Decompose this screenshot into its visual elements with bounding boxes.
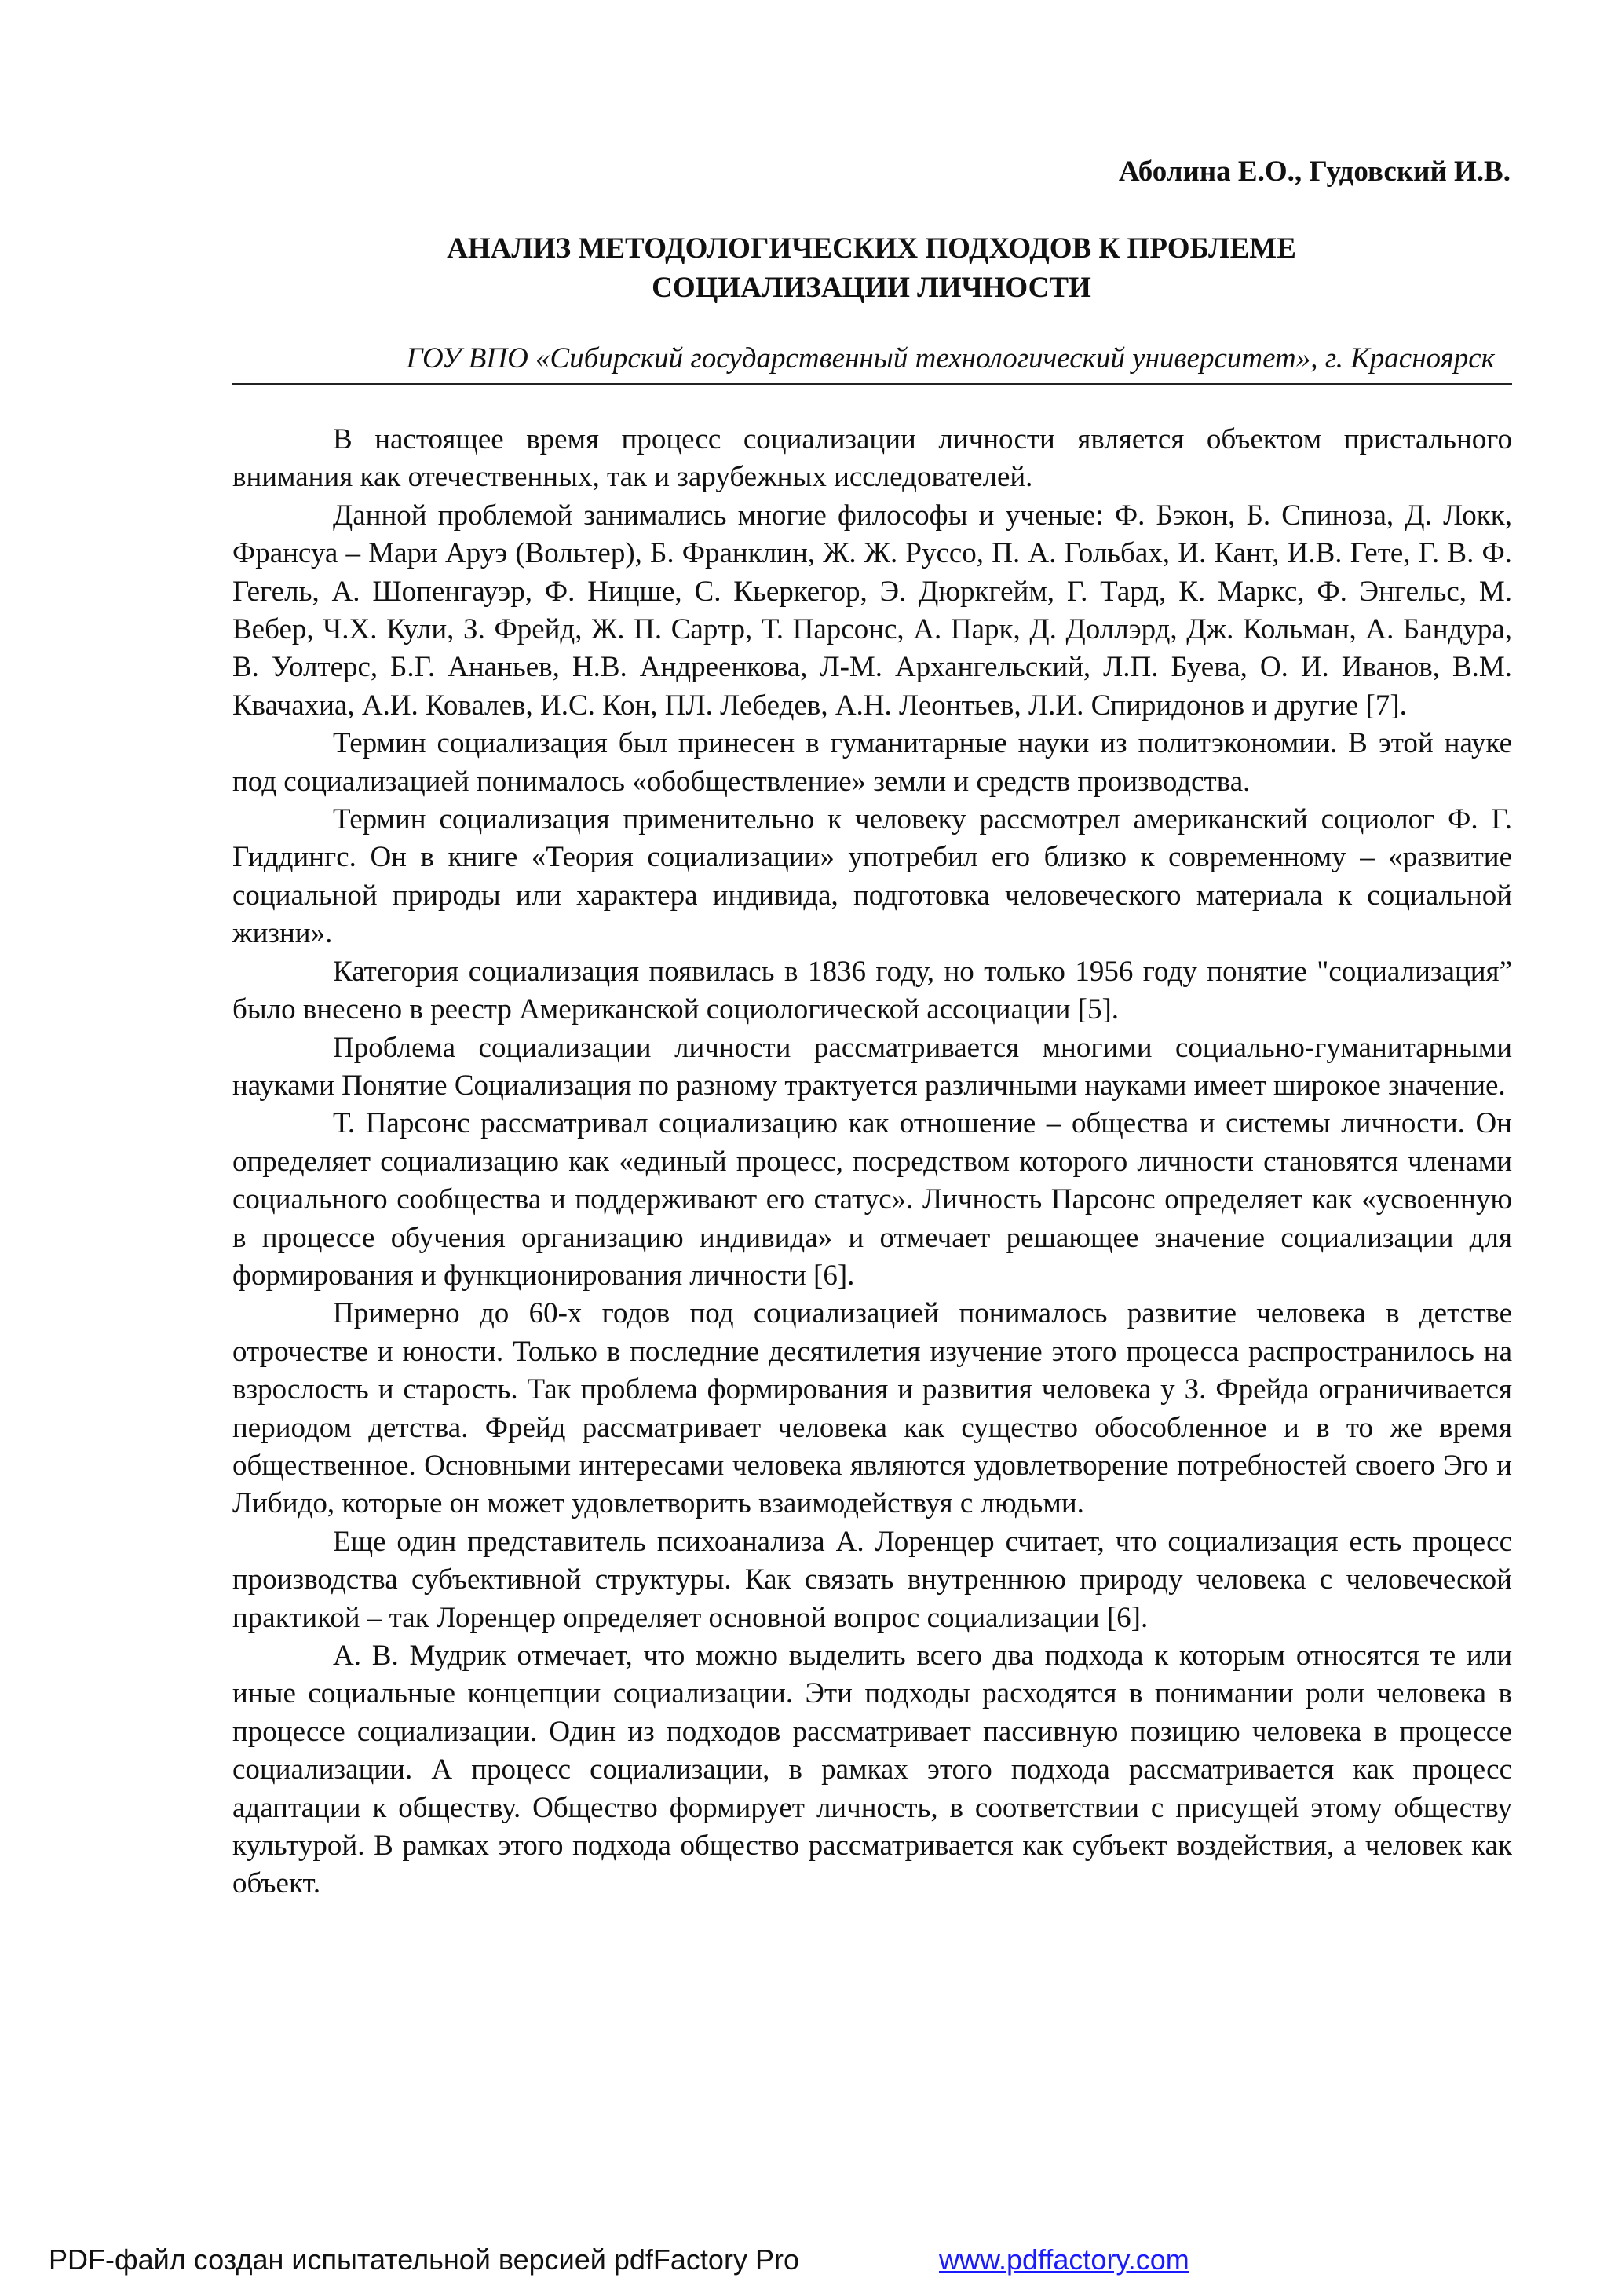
paragraph: Проблема социализации личности рассматривается многими социально-гуманитарными науками Понятие Социализация по разному трактуется различными науками имеет широкое значение. xyxy=(232,1031,1512,1102)
paragraph: Термин социализация применительно к человеку рассмотрел американский социолог Ф. Г. Гиддингс. Он в книге «Теория социализации» употребил его близко к современному – «развитие социальной природы или характера индивида, подготовка человеческого материала к социальной жизни». xyxy=(232,803,1512,950)
paragraph: Еще один представитель психоанализа А. Лоренцер считает, что социализация есть процесс производства субъективной структуры. Как связать внутреннюю природу человека с человеческой практикой – так Лоренцер определяет основной вопрос социализации [6]. xyxy=(232,1525,1512,1634)
paragraph: Термин социализация был принесен в гуманитарные науки из политэкономии. В этой науке под социализацией понималось «обобществление» земли и средств производства. xyxy=(232,727,1512,798)
title-line: СОЦИАЛИЗАЦИИ ЛИЧНОСТИ xyxy=(652,272,1091,304)
footer-link[interactable]: www.pdffactory.com xyxy=(939,2243,1189,2276)
paragraph: В настоящее время процесс социализации личности является объектом пристального внимания как отечественных, так и зарубежных исследователей. xyxy=(232,423,1512,494)
paragraph: Примерно до 60-х годов под социализацией понималось развитие человека в детстве отрочестве и юности. Только в последние десятилетия изучение этого процесса распространилось на взрослость и старость. Так проблема формирования и развития человека у З. Фрейда ограничивается периодом детства. Фрейд рассматривает человека как существо обособленное и в то же время общественное. Основными интересами человека являются удовлетворение потребностей своего Эго и Либидо, которые он может удовлетворить взаимодействуя с людьми. xyxy=(232,1297,1512,1520)
paragraph: Т. Парсонс рассматривал социализацию как отношение – общества и системы личности. Он определяет социализацию как «единый процесс, посредством которого личности становятся членами социального сообщества и поддерживают его статус». Личность Парсонс определяет как «усвоенную в процессе обучения организацию индивида» и отмечает решающее значение социализации для формирования и функционирования личности [6]. xyxy=(232,1107,1512,1292)
paragraph: Данной проблемой занимались многие философы и ученые: Ф. Бэкон, Б. Спиноза, Д. Локк, Франсуа – Мари Аруэ (Вольтер), Б. Франклин, Ж. Ж. Руссо, П. А. Гольбах, И. Кант, И.В. Гете, Г. В. Ф. Гегель, А. Шопенгауэр, Ф. Ницше, С. Кьеркегор, Э. Дюркгейм, Г. Тард, К. Маркс, Ф. Энгельс, М. Вебер, Ч.Х. Кули, З. Фрейд, Ж. П. Сартр, Т. Парсонс, А. Парк, Д. Доллэрд, Дж. Кольман, А. Бандура, В. Уолтерс, Б.Г. Ананьев, Н.В. Андреенкова, Л-М. Архангельский, Л.П. Буева, О. И. Иванов, В.М. Квачахиа, А.И. Ковалев, И.С. Кон, ПЛ. Лебедев, А.Н. Леонтьев, Л.И. Спиридонов и другие [7]. xyxy=(232,499,1512,722)
pdf-footer xyxy=(0,2244,1622,2276)
title-line: АНАЛИЗ МЕТОДОЛОГИЧЕСКИХ ПОДХОДОВ К ПРОБЛЕМЕ xyxy=(447,232,1296,265)
authors: Аболина Е.О., Гудовский И.В. xyxy=(1118,155,1511,188)
article-title xyxy=(232,229,1511,308)
header-divider xyxy=(232,383,1512,385)
affiliation: ГОУ ВПО «Сибирский государственный технологический университет», г. Красноярск xyxy=(406,342,1495,375)
article-body xyxy=(232,421,1512,1903)
paragraph: Категория социализация появилась в 1836 году, но только 1956 году понятие "социализация” было внесено в реестр Американской социологической ассоциации [5]. xyxy=(232,955,1512,1026)
footer-text: PDF-файл создан испытательной версией pdfFactory Pro xyxy=(49,2243,799,2276)
paragraph: А. В. Мудрик отмечает, что можно выделить всего два подхода к которым относятся те или иные социальные концепции социализации. Эти подходы расходятся в понимании роли человека в процессе социализации. Один из подходов рассматривает пассивную позицию человека в процессе социализации. А процесс социализации, в рамках этого подхода рассматривается как процесс адаптации к обществу. Общество формирует личность, в соответствии с присущей этому обществу культурой. В рамках этого подхода общество рассматривается как субъект воздействия, а человек как объект. xyxy=(232,1640,1512,1900)
